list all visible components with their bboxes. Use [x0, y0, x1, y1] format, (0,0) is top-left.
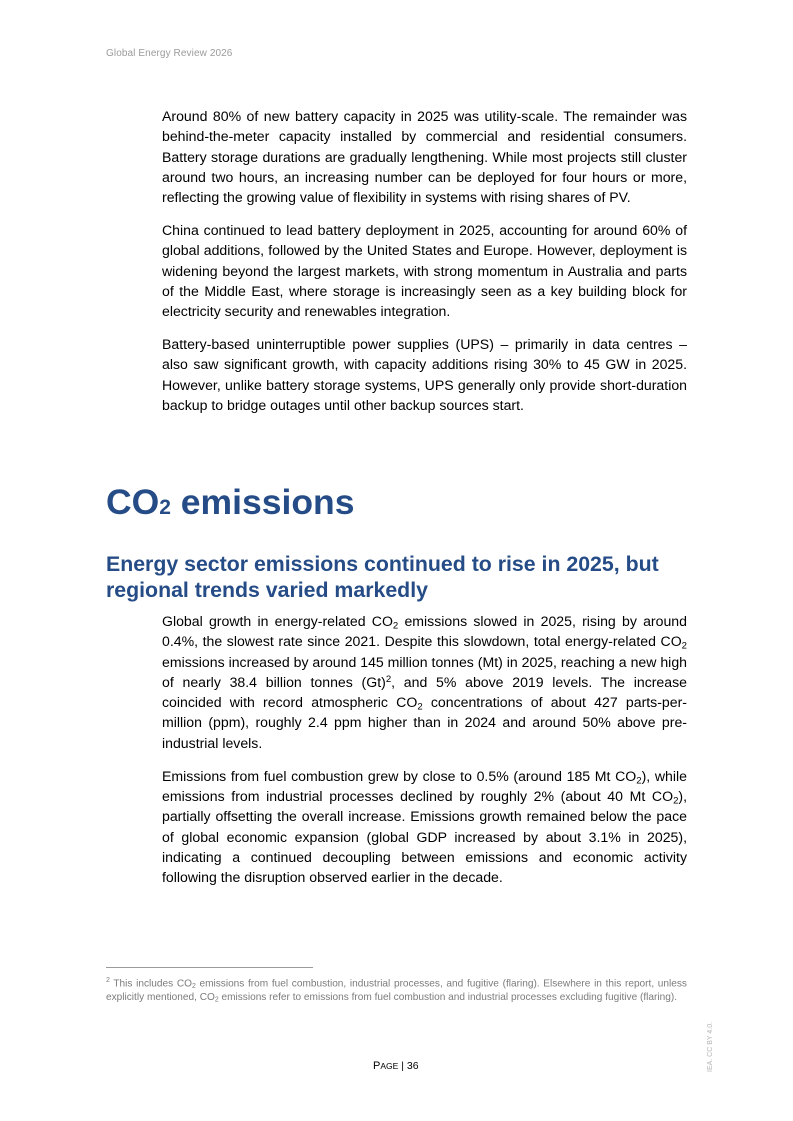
section-title-text: emissions [170, 482, 355, 522]
footnote-reference[interactable]: 2 [385, 674, 392, 686]
subscript: 2 [673, 795, 679, 807]
page-separator: | [398, 1060, 407, 1072]
paragraph: Around 80% of new battery capacity in 2025 was utility-scale. The remainder was behind-the-meter capacity installed by commercial and residential consumers. Battery storage durations are gradually lengthening. While most projects still cluster around two hours, an increasing number can be deployed for four hours or more, reflecting the growing value of flexibility in systems with rising shares of PV. [162, 108, 687, 206]
subscript: 2 [392, 620, 399, 632]
paragraph: China continued to lead battery deployment in 2025, accounting for around 60% of global additions, followed by the United States and Europe. However, deployment is widening beyond the largest markets, with strong momentum in Australia and parts of the Middle East, where storage is increasingly seen as a key building block for electricity security and renewables integration. [162, 222, 687, 320]
body-text-block-battery [162, 106, 687, 415]
page-label: P [373, 1060, 381, 1072]
text-run: This includes CO [109, 978, 192, 990]
body-text-block-emissions [162, 611, 687, 887]
subscript: 2 [417, 701, 423, 713]
section-title [106, 477, 354, 533]
text-run: ), partially offsetting the overall increase. Emissions growth remained below the pace of global economic expansion (global GDP increased by about 3.1% in 2025), indicating a continued decoupling between emissions and economic activity following the disruption observed earlier in the decade. [162, 787, 687, 886]
text-run: emissions increased by around 145 million tonnes (Mt) in 2025, reaching a new high of nearly 38.4 billion tonnes (Gt) [162, 653, 687, 690]
subscript: 2 [214, 996, 219, 1004]
paragraph: Battery-based uninterruptible power supplies (UPS) – primarily in data centres – also saw significant growth, with capacity additions rising 30% to 45 GW in 2025. However, unlike battery storage systems, UPS generally only provide short-duration backup to bridge outages until other backup sources start. [162, 336, 687, 414]
text-run: Global growth in energy-related CO [162, 613, 393, 629]
section-title-subscript: 2 [159, 496, 171, 519]
page-number [373, 1060, 419, 1072]
footnote-divider [106, 967, 313, 968]
text-run: emissions refer to emissions from fuel combustion and industrial processes excluding fugitive (flaring). [218, 991, 678, 1003]
text-run: emissions from fuel combustion, industrial processes, and fugitive (flaring). Elsewhere in this report, unless explicitly mentioned, CO [106, 978, 687, 1003]
footnote [106, 974, 687, 1004]
license-notice: IEA. CC BY 4.0. [707, 1021, 714, 1072]
running-header: Global Energy Review 2026 [106, 48, 233, 59]
text-run: emissions slowed in 2025, rising by around 0.4%, the slowest rate since 2021. Despite this slowdown, total energy-related CO [162, 613, 687, 650]
paragraph [162, 766, 687, 888]
text-run: ), while emissions from industrial processes declined by roughly 2% (about 40 Mt CO [162, 767, 687, 804]
subscript: 2 [636, 775, 642, 787]
text-run: Emissions from fuel combustion grew by close to 0.5% (around 185 Mt CO [162, 767, 637, 784]
subscript: 2 [681, 640, 687, 652]
section-title-text: CO [106, 482, 160, 522]
subsection-title: Energy sector emissions continued to rise in 2025, but regional trends varied markedly [106, 552, 659, 602]
footnote-marker: 2 [106, 977, 110, 984]
text-run: concentrations of about 427 parts-per-million (ppm), roughly 2.4 ppm higher than in 2024 and around 50% above pre-industrial levels. [162, 694, 687, 751]
page-label: AGE [380, 1061, 399, 1071]
page-number-value: 36 [406, 1060, 419, 1072]
subscript: 2 [191, 983, 196, 991]
paragraph [162, 611, 687, 753]
text-run: , and 5% above 2019 levels. The increase coincided with record atmospheric CO [162, 673, 687, 711]
